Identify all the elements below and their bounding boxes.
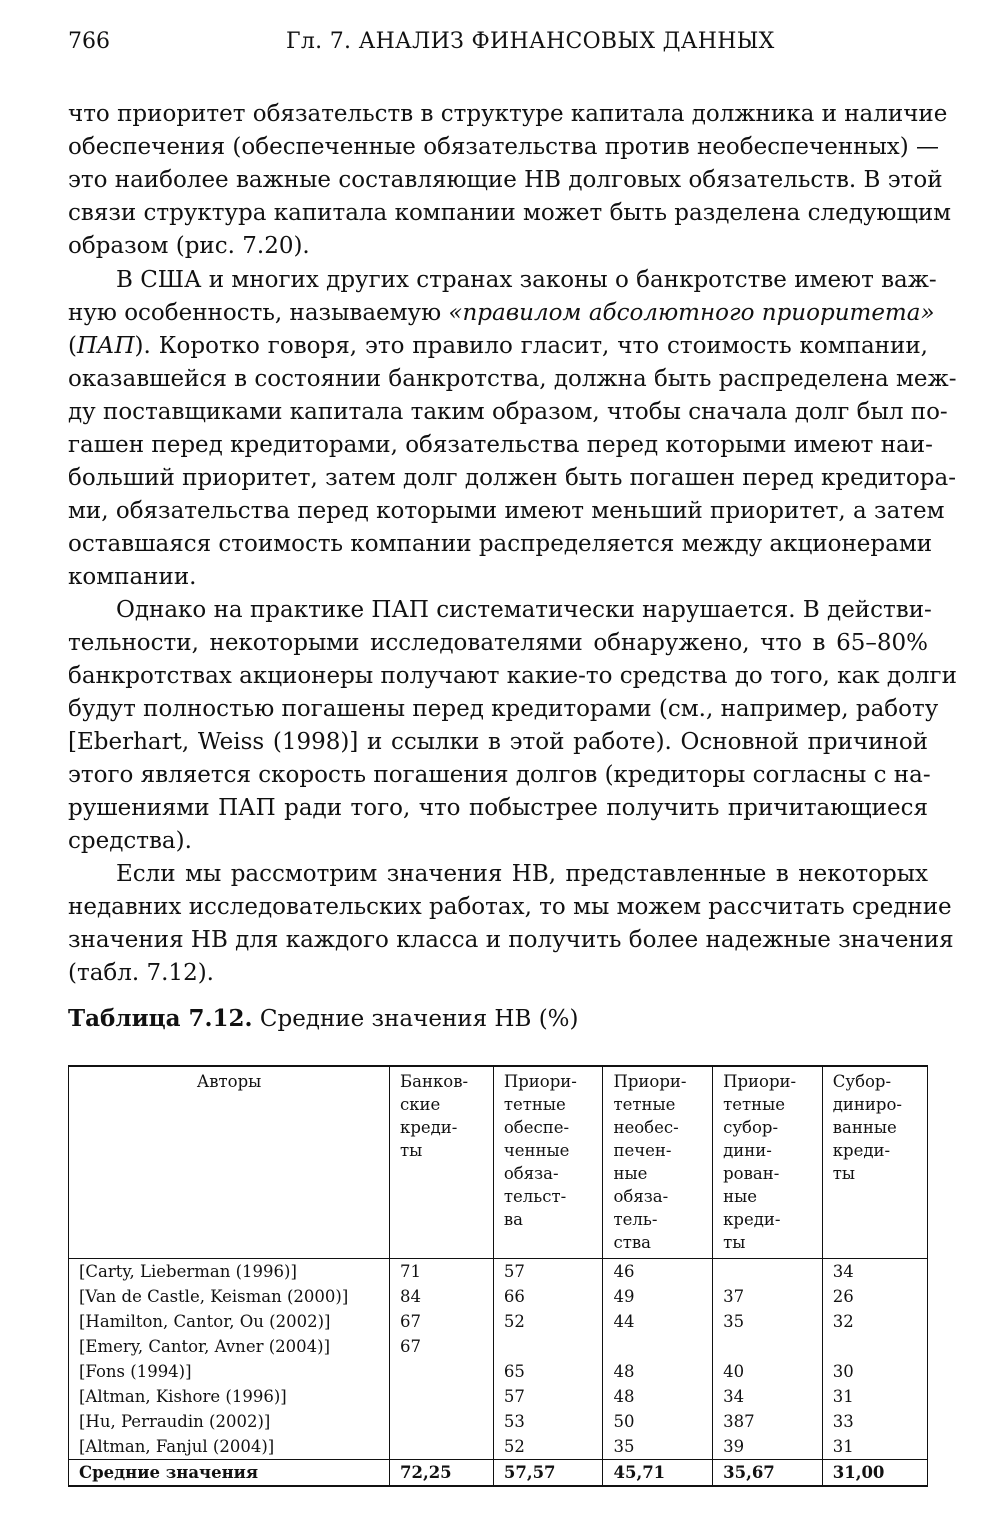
header-text: печен- [613,1141,672,1160]
text-line: (табл. 7.12). [68,960,214,986]
header-text: ные [723,1187,758,1206]
cell-value: 67 [390,1334,494,1359]
table-row [69,1284,928,1309]
table-row [69,1434,928,1460]
header-bank-loans [390,1066,494,1259]
cell-value: 39 [713,1434,823,1460]
cell-value: 71 [390,1259,494,1285]
header-text: креди- [832,1141,891,1160]
cell-value: 65 [493,1359,603,1384]
table-caption-label: Таблица 7.12. [68,1005,253,1032]
header-text: Приори- [503,1072,577,1091]
cell-value: 35 [713,1309,823,1334]
text-fragment: ную особенность, называемую [68,300,449,326]
paragraph-4 [68,858,954,990]
header-text: Субор- [832,1072,892,1091]
header-text: тетные [723,1095,786,1114]
cell-value [603,1334,713,1359]
text-line: оставшаяся стоимость компании распределяется между акционерами [68,531,933,557]
text-line: гашен перед кредиторами, обязательства перед которыми имеют наи- [68,432,933,458]
cell-author: [Altman, Fanjul (2004)] [69,1434,390,1460]
cell-author: [Altman, Kishore (1996)] [69,1384,390,1409]
table-row [69,1259,928,1285]
cell-value: 40 [713,1359,823,1384]
text-line: образом (рис. 7.20). [68,233,310,259]
cell-author: [Hu, Perraudin (2002)] [69,1409,390,1434]
cell-value: 48 [603,1384,713,1409]
text-line [68,330,928,363]
text-fragment: ). Коротко говоря, это правило гласит, что стоимость компании, [134,333,928,359]
text-line: это наиболее важные составляющие НВ долговых обязательств. В этой [68,167,943,193]
cell-author: [Van de Castle, Keisman (2000)] [69,1284,390,1309]
header-text: обеспе- [503,1118,570,1137]
cell-value: 31 [822,1434,927,1460]
text-line: Однако на практике ПАП систематически нарушается. В действи- [116,597,932,623]
text-line [68,297,935,330]
header-text: обяза- [613,1187,669,1206]
cell-value [713,1334,823,1359]
cell-value: 53 [493,1409,603,1434]
header-text: субор- [723,1118,779,1137]
header-text: тетные [613,1095,676,1114]
cell-value: 46 [603,1259,713,1285]
cell-value: 66 [493,1284,603,1309]
cell-value [390,1409,494,1434]
text-line: связи структура капитала компании может быть разделена следующим [68,200,952,226]
chapter-title: Гл. 7. АНАЛИЗ ФИНАНСОВЫХ ДАННЫХ [286,29,775,54]
header-text: ские [400,1095,441,1114]
header-text: ванные [832,1118,897,1137]
term-absolute-priority-rule: «правилом абсолютного приоритета» [448,300,935,326]
page-number: 766 [68,29,110,54]
cell-author: [Fons (1994)] [69,1359,390,1384]
table-row [69,1409,928,1434]
cell-value [493,1334,603,1359]
header-senior-unsecured [603,1066,713,1259]
cell-value: 44 [603,1309,713,1334]
cell-value: 57 [493,1384,603,1409]
term-pap: ПАП [76,333,135,359]
cell-value: 52 [493,1309,603,1334]
header-text: ные [613,1164,648,1183]
text-line: что приоритет обязательств в структуре капитала должника и наличие [68,101,948,127]
cell-author: [Emery, Cantor, Avner (2004)] [69,1334,390,1359]
text-line: ми, обязательства перед которыми имеют меньший приоритет, а затем [68,498,945,524]
text-line: рушениями ПАП ради того, что побыстрее получить причитающиеся [68,795,928,821]
header-senior-secured [493,1066,603,1259]
cell-author: [Hamilton, Cantor, Ou (2002)] [69,1309,390,1334]
table-row [69,1334,928,1359]
cell-value: 57 [493,1259,603,1285]
cell-value: 48 [603,1359,713,1384]
text-line: обеспечения (обеспеченные обязательства против необеспеченных) — [68,134,940,160]
header-text: ченные [503,1141,570,1160]
recovery-rates-table [68,1065,928,1487]
table-row [69,1359,928,1384]
text-line: Если мы рассмотрим значения НВ, представленные в некоторых [116,861,928,887]
text-line: тельности, некоторыми исследователями обнаружено, что в 65–80% [68,630,928,656]
text-fragment: ( [68,333,77,359]
header-text: диниро- [832,1095,902,1114]
header-text: рован- [723,1164,780,1183]
header-subordinated [822,1066,927,1259]
cell-value: 84 [390,1284,494,1309]
header-text: дини- [723,1141,772,1160]
header-senior-subordinated [713,1066,823,1259]
cell-average: 31,00 [822,1460,927,1487]
text-line: ду поставщиками капитала таким образом, чтобы сначала долг был по- [68,399,948,425]
text-line: оказавшейся в состоянии банкротства, должна быть распределена меж- [68,366,957,392]
table-row [69,1309,928,1334]
paragraph-2 [68,264,957,594]
header-text: ва [503,1210,523,1229]
table-caption [68,1004,579,1034]
header-text: креди- [400,1118,458,1137]
cell-value: 37 [713,1284,823,1309]
header-authors [69,1066,390,1259]
header-text: Банков- [400,1072,469,1091]
cell-value: 67 [390,1309,494,1334]
cell-value: 32 [822,1309,927,1334]
averages-row [69,1460,928,1487]
header-text: ты [723,1233,746,1252]
text-line: [Eberhart, Weiss (1998)] и ссылки в этой работе). Основной причиной [68,729,928,755]
cell-value: 50 [603,1409,713,1434]
cell-value: 34 [822,1259,927,1285]
cell-value [390,1359,494,1384]
paragraph-3 [68,594,957,858]
cell-value: 49 [603,1284,713,1309]
cell-average: 57,57 [493,1460,603,1487]
header-text: креди- [723,1210,781,1229]
header-text: Авторы [196,1072,262,1091]
header-text: тетные [503,1095,566,1114]
header-text: ты [832,1164,855,1183]
cell-value: 33 [822,1409,927,1434]
header-text: Приори- [613,1072,687,1091]
cell-value: 30 [822,1359,927,1384]
paragraph-1 [68,98,952,263]
cell-average: 72,25 [390,1460,494,1487]
running-head [68,28,930,64]
cell-value: 52 [493,1434,603,1460]
header-text: необес- [613,1118,679,1137]
header-text: тельст- [503,1187,567,1206]
cell-author: [Carty, Lieberman (1996)] [69,1259,390,1285]
text-line: недавних исследовательских работах, то мы можем рассчитать средние [68,894,952,920]
cell-value [390,1434,494,1460]
text-line: компании. [68,564,197,590]
header-text: обяза- [503,1164,559,1183]
cell-value [822,1334,927,1359]
text-line: будут полностью погашены перед кредиторами (см., например, работу [68,696,939,722]
cell-value [713,1259,823,1285]
cell-average-label: Средние значения [69,1460,390,1487]
cell-value [390,1384,494,1409]
header-text: тель- [613,1210,658,1229]
text-line: значения НВ для каждого класса и получить более надежные значения [68,927,954,953]
cell-value: 31 [822,1384,927,1409]
table-row [69,1384,928,1409]
text-line: этого является скорость погашения долгов (кредиторы согласны с на- [68,762,931,788]
text-line: средства). [68,828,192,854]
cell-average: 45,71 [603,1460,713,1487]
header-text: Приори- [723,1072,797,1091]
text-line: больший приоритет, затем долг должен быть погашен перед кредитора- [68,465,956,491]
table-header-row [69,1066,928,1259]
cell-value: 387 [713,1409,823,1434]
cell-average: 35,67 [713,1460,823,1487]
cell-value: 35 [603,1434,713,1460]
table-caption-text: Средние значения НВ (%) [252,1006,579,1032]
text-line: банкротствах акционеры получают какие-то средства до того, как долги [68,663,957,689]
text-line: В США и многих других странах законы о банкротстве имеют важ- [116,267,937,293]
cell-value: 34 [713,1384,823,1409]
header-text: ства [613,1233,651,1252]
cell-value: 26 [822,1284,927,1309]
header-text: ты [400,1141,423,1160]
